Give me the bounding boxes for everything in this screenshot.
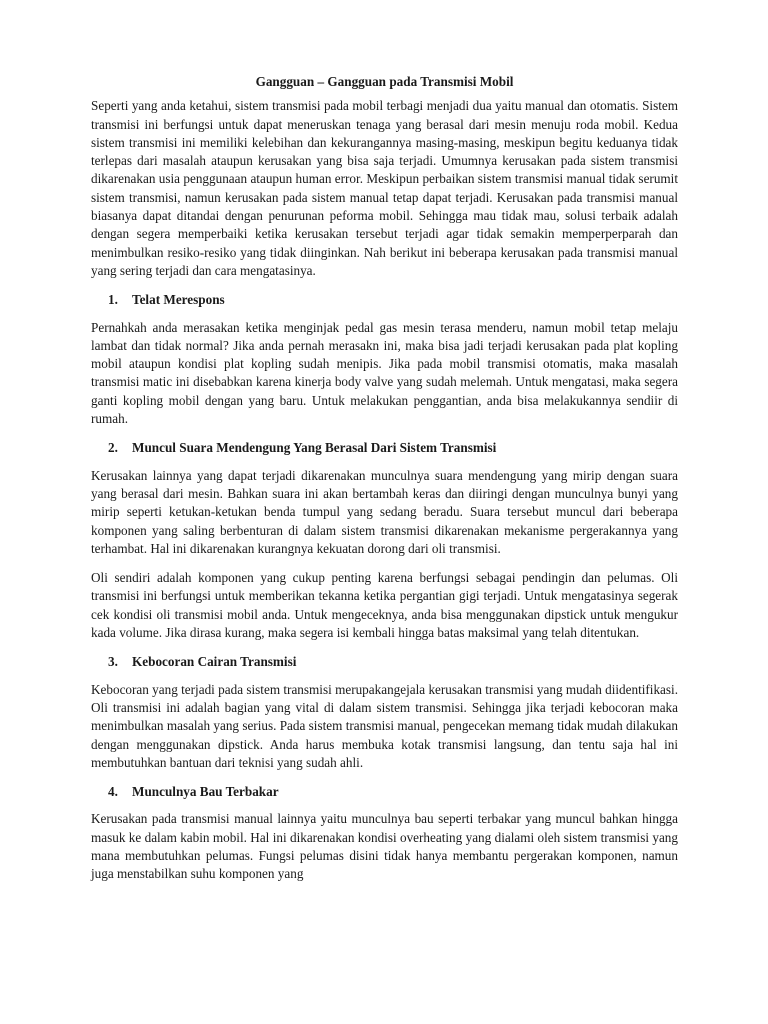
document-title: Gangguan – Gangguan pada Transmisi Mobil [255,74,514,89]
section-number: 4. [108,784,118,800]
section-title: Telat Merespons [132,292,225,308]
intro-paragraph: Seperti yang anda ketahui, sistem transmisi pada mobil terbagi menjadi dua yaitu manual dan otomatis. Sistem transmisi ini berfungsi untuk dapat meneruskan tenaga yang berasal dari mesin menuju roda mobil. Kedua sistem transmisi ini memiliki kelebihan dan kekurangannya masing-masing, meskipun begitu keduanya tidak terlepas dari masalah ataupun kerusakan yang bisa saja terjadi. Umumnya kerusakan pada sistem transmisi dikarenakan usia penggunaan ataupun human error. Meskipun perbaikan sistem transmisi manual tidak serumit sistem transmisi, namun kerusakan pada sistem manual tetap dapat terjadi. Kerusakan pada transmisi manual biasanya dapat ditandai dengan penurunan peforma mobil. Sehingga mau tidak mau, solusi terbaik adalah dengan segera memperbaiki ketika kerusakan tersebut terjadi agar tidak semakin memperperparah dan menimbulkan resiko-resiko yang tidak diinginkan. Nah berikut ini beberapa kerusakan pada transmisi manual yang sering terjadi dan cara mengatasinya. [91,98,678,278]
section-number: 3. [108,654,118,670]
section-2-paragraph-1: Kerusakan lainnya yang dapat terjadi dikarenakan munculnya suara mendengung yang mirip dengan suara yang berasal dari mesin. Bahkan suara ini akan bertambah keras dan diiringi dengan munculnya bunyi yang mirip seperti ketukan-ketukan benda tumpul yang sedang beradu. Suara tersebut muncul dari beberapa komponen yang saling berbenturan di dalam sistem transmisi dikarenakan mekanisme pergerakannya yang terhambat. Hal ini dikarenakan kurangnya kekuatan dorong dari oli transmisi. [91,467,678,556]
section-2-paragraph-2: Oli sendiri adalah komponen yang cukup penting karena berfungsi sebagai pendingin dan pelumas. Oli transmisi ini berfungsi untuk memberikan tekanna ketika pergantian gigi terjadi. Untuk mengatasinya segerak cek kondisi oli transmisi mobil anda. Untuk mengeceknya, anda bisa menggunakan dipstick untuk mengukur kada volume. Jika dirasa kurang, maka segera isi kembali hingga batas maksimal yang telah ditentukan. [91,570,678,641]
section-heading-2 [91,439,678,457]
section-heading-3 [91,653,678,671]
section-heading-4 [91,783,678,801]
section-heading-1 [91,291,678,309]
document-page [91,73,678,895]
section-4-paragraph-1: Kerusakan pada transmisi manual lainnya yaitu munculnya bau seperti terbakar yang muncul bahkan hingga masuk ke dalam kabin mobil. Hal ini dikarenakan kondisi overheating yang dialami oleh sistem transmisi yang mana membutuhkan pelumas. Fungsi pelumas disini tidak hanya membantu pergerakan komponen, namun juga menstabilkan suhu komponen yang [91,811,678,882]
section-1-paragraph-1: Pernahkah anda merasakan ketika menginjak pedal gas mesin terasa menderu, namun mobil tetap melaju lambat dan tidak normal? Jika anda pernah merasakn ini, maka bisa jadi terjadi kerusakan pada plat kopling mobil ataupun kondisi plat kopling sudah menipis. Jika pada mobil transmisi otomatis, maka masalah transmisi matic ini disebabkan karena kinerja body valve yang sudah melemah. Untuk mengatasi, maka segera ganti kopling mobil dengan yang baru. Untuk melakukan penggantian, anda bisa melakukannya sendiir di rumah. [91,319,678,427]
section-title: Muncul Suara Mendengung Yang Berasal Dari Sistem Transmisi [132,440,497,456]
section-title: Kebocoran Cairan Transmisi [132,654,297,670]
section-title: Munculnya Bau Terbakar [132,784,279,800]
section-number: 1. [108,292,118,308]
section-3-paragraph-1: Kebocoran yang terjadi pada sistem transmisi merupakangejala kerusakan transmisi yang mudah diidentifikasi. Oli transmisi ini adalah bagian yang vital di dalam sistem transmisi. Sehingga jika terjadi kebocoran maka menimbulkan masalah yang serius. Pada sistem transmisi manual, pengecekan memang tidak mudah dilakukan dengan menggunakan dipstick. Anda harus membuka kotak transmisi langsung, dan tentu saja hal ini membutuhkan bantuan dari teknisi yang sudah ahli. [91,681,678,770]
section-number: 2. [108,440,118,456]
